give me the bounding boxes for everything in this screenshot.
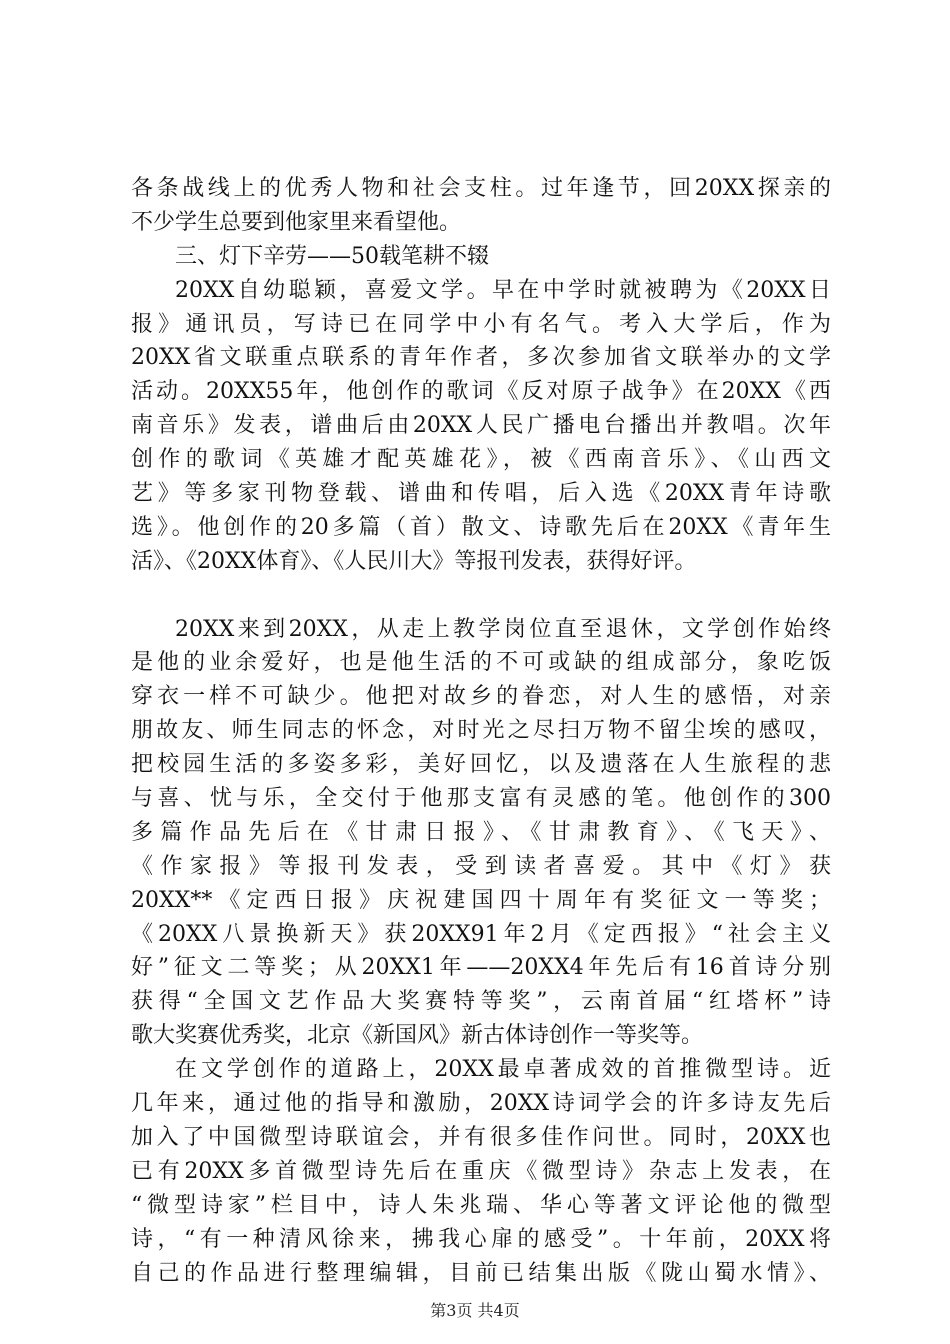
text-line: 加入了中国微型诗联谊会，并有很多佳作问世。同时，20XX也 bbox=[131, 1124, 831, 1150]
paragraph-literary-youth bbox=[131, 274, 831, 579]
paragraph-teaching-career bbox=[131, 613, 831, 1054]
text-line: 报》通讯员，写诗已在同学中小有名气。考入大学后，作为 bbox=[131, 311, 831, 337]
text-line: 创作的歌词《英雄才配英雄花》，被《西南音乐》、《山西文 bbox=[131, 447, 831, 473]
text-line: 与喜、忧与乐，全交付于他那支富有灵感的笔。他创作的300 bbox=[131, 786, 831, 812]
page-footer bbox=[0, 1298, 950, 1321]
text-line: 是他的业余爱好，也是他生活的不可或缺的组成部分，象吃饭 bbox=[131, 650, 831, 676]
text-line: 不少学生总要到他家里来看望他。 bbox=[131, 209, 462, 235]
text-line: 几年来，通过他的指导和激励，20XX诗词学会的许多诗友先后 bbox=[131, 1091, 831, 1117]
text-line: 诗，“有一种清风徐来，拂我心扉的感受”。十年前，20XX将 bbox=[131, 1226, 831, 1252]
text-line: 获得“全国文艺作品大奖赛特等奖”，云南首届“红塔杯”诗 bbox=[131, 989, 831, 1015]
text-line: 《20XX八景换新天》获20XX91年2月《定西报》“社会主义 bbox=[131, 921, 831, 947]
text-line: 各条战线上的优秀人物和社会支柱。过年逢节，回20XX探亲的 bbox=[131, 176, 831, 201]
text-line: 南音乐》发表，谱曲后由20XX人民广播电台播出并教唱。次年 bbox=[131, 413, 831, 439]
text-line: 20XX自幼聪颖，喜爱文学。早在中学时就被聘为《20XX日 bbox=[175, 277, 831, 303]
paragraph-micro-poetry bbox=[131, 1053, 831, 1290]
section-heading bbox=[131, 240, 831, 274]
text-line: 已有20XX多首微型诗先后在重庆《微型诗》杂志上发表，在 bbox=[131, 1158, 831, 1184]
text-line: 穿衣一样不可缺少。他把对故乡的眷恋，对人生的感悟，对亲 bbox=[131, 684, 831, 710]
text-line: 自己的作品进行整理编辑，目前已结集出版《陇山蜀水情》、 bbox=[131, 1260, 831, 1286]
text-line: 艺》等多家刊物登载、谱曲和传唱，后入选《20XX青年诗歌 bbox=[131, 481, 831, 507]
text-line: 活》、《20XX体育》、《人民川大》等报刊发表，获得好评。 bbox=[131, 548, 697, 574]
paragraph-continuation bbox=[131, 172, 831, 240]
text-line: 20XX**《定西日报》庆祝建国四十周年有奖征文一等奖； bbox=[131, 887, 831, 913]
text-line: 20XX来到20XX，从走上教学岗位直至退休，文学创作始终 bbox=[175, 616, 831, 642]
page-number-label: 第3页 共4页 bbox=[430, 1301, 520, 1320]
paragraph-gap bbox=[131, 579, 831, 613]
document-body bbox=[131, 172, 831, 1290]
text-line: 在文学创作的道路上，20XX最卓著成效的首推微型诗。近 bbox=[175, 1057, 831, 1083]
section-heading-text: 三、灯下辛劳——50载笔耕不辍 bbox=[175, 243, 489, 269]
text-line: 活动。20XX55年，他创作的歌词《反对原子战争》在20XX《西 bbox=[131, 379, 831, 405]
text-line: 20XX省文联重点联系的青年作者，多次参加省文联举办的文学 bbox=[131, 345, 831, 371]
text-line: 选》。他创作的20多篇（首）散文、诗歌先后在20XX《青年生 bbox=[131, 514, 831, 540]
text-line: 好”征文二等奖；从20XX1年——20XX4年先后有16首诗分别 bbox=[131, 955, 831, 981]
text-line: 多篇作品先后在《甘肃日报》、《甘肃教育》、《飞天》、 bbox=[131, 819, 831, 845]
text-line: 《作家报》等报刊发表，受到读者喜爱。其中《灯》获 bbox=[131, 853, 831, 879]
text-line: 朋故友、师生同志的怀念，对时光之尽扫万物不留尘埃的感叹， bbox=[131, 718, 831, 744]
text-line: “微型诗家”栏目中，诗人朱兆瑞、华心等著文评论他的微型 bbox=[131, 1192, 831, 1218]
text-line: 歌大奖赛优秀奖，北京《新国风》新古体诗创作一等奖等。 bbox=[131, 1023, 704, 1049]
text-line: 把校园生活的多姿多彩，美好回忆，以及遗落在人生旅程的悲 bbox=[131, 752, 831, 778]
